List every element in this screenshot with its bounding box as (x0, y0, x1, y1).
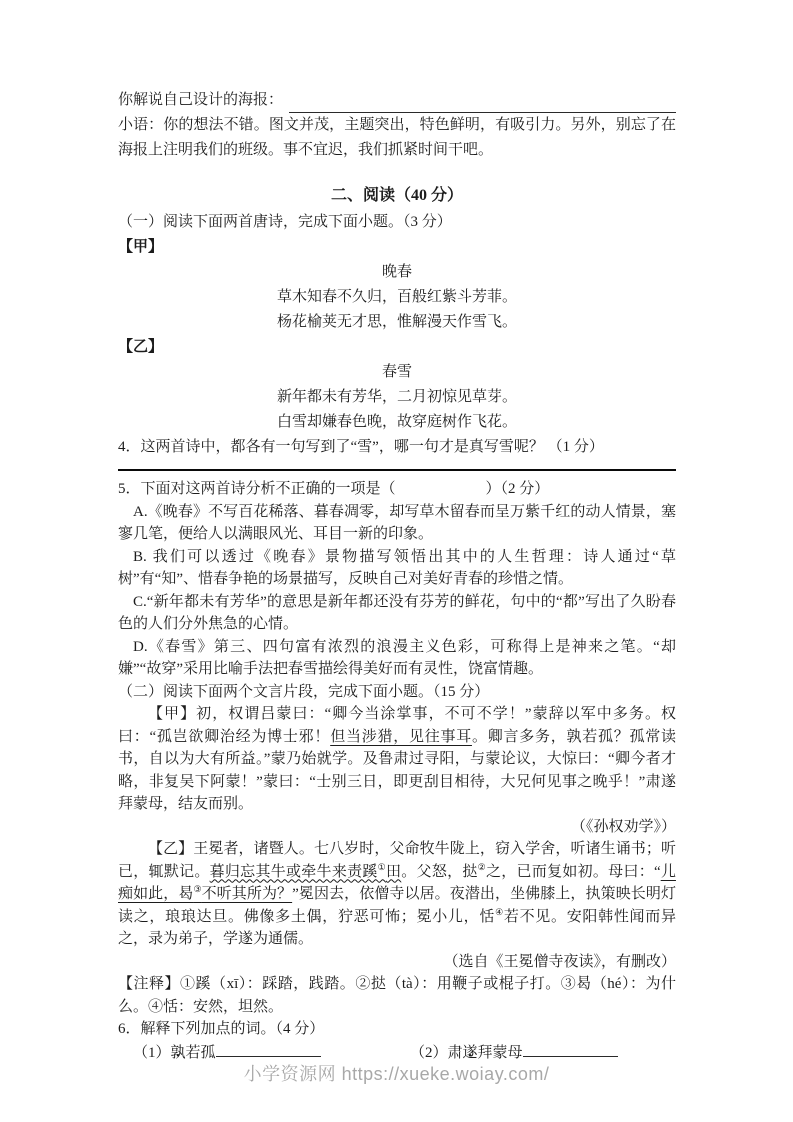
lower-section (118, 478, 676, 1064)
question-5-option-a: A.《晚春》不写百花稀落、暮春凋零，却写草木留春而呈万紫千红的动人情景，塞寥几笔，便给人以满眼风光、耳目一新的印象。 (118, 503, 676, 542)
yi-text: 。父怒，挞 (401, 863, 478, 880)
site-watermark[interactable]: 小学资源网 https://xueke.woiay.com/ (243, 1064, 550, 1084)
question-5-stem: 5．下面对这两首诗分析不正确的一项是（ ）（2 分） (118, 481, 550, 497)
yi-wavy-b: 田 (386, 863, 402, 880)
part2-intro: （二）阅读下面两个文言片段，完成下面小题。（15 分） (118, 683, 490, 700)
question-4: 4．这两首诗中，都各有一句写到了“雪”，哪一句才是真写雪呢？ （1 分） (118, 439, 604, 455)
note-ref-3: ③ (193, 884, 202, 894)
yi-ul-a: 儿痴如此，曷 (118, 863, 676, 902)
q6-item2-dotted-word: 遂 • (463, 1045, 478, 1061)
q6-item2-text: 拜蒙母 (477, 1044, 523, 1061)
yi-text: 若不见。安阳韩性闻而异之，录为弟子，学遂为通儒。 (118, 908, 676, 947)
section-divider (118, 469, 676, 471)
poem-jia-line1: 草木知春不久归，百般红紫斗芳菲。 (276, 289, 517, 305)
poem-jia-title: 晚春 (381, 264, 412, 280)
yi-source: （选自《王冕僧寺夜读》，有删改） (443, 953, 676, 970)
q6-item1-text: 若孤 (185, 1044, 216, 1061)
part1-intro: （一）阅读下面两首唐诗，完成下面小题。（3 分） (118, 214, 452, 230)
q6-item1-dotted-word: 孰 • (171, 1045, 186, 1061)
poem-yi-line1: 新年都未有芳华，二月初惊见草芽。 (276, 389, 517, 405)
yi-text: ”冕因去，依僧寺以居。夜潜出，坐佛膝上，执策映长明灯读之，琅琅达旦。佛像多土偶，狞恶可怖；冕小儿，恬 (118, 886, 676, 925)
passage-label-jia: 【甲】 (118, 239, 164, 255)
poster-answer-blank[interactable] (289, 96, 676, 113)
poem-jia-line2: 杨花榆荚无才思，惟解漫天作雪飞。 (276, 314, 517, 330)
yi-ul-b: 不听其所为？ (201, 886, 293, 902)
question-5-option-d: D.《春雪》第三、四句富有浓烈的浪漫主义色彩，可称得上是神来之笔。“却嫌”“故穿”采用比喻手法把春雪描绘得美好而有灵性，饶富情趣。 (118, 638, 676, 677)
q6-item2-answer-blank[interactable] (523, 1041, 618, 1057)
yi-text: 【乙】王冕者，诸暨人。七八岁时，父命牧牛陇上，窃入学舍，听诸生诵书；听已，辄默记。 (118, 841, 676, 880)
classical-passage-yi (118, 838, 676, 951)
question-5-option-b: B. 我们可以透过《晚春》景物描写领悟出其中的人生哲理：诗人通过“草树”有“知”、惜春争艳的场景描写，反映自己对美好青春的珍惜之情。 (118, 548, 676, 587)
jia-source: （《孙权劝学》） (570, 818, 676, 835)
jia-text: 。卿言多务，孰若孤？孤常读书，自以为大有所益。”蒙乃始就学。及鲁肃过寻阳，与蒙论议，大惊曰：“卿今者才略，非复吴下阿蒙！”蒙曰：“士别三日，即更刮目相待，大兄何见事之晚乎！”肃遂拜蒙母，结友而别。 (118, 728, 676, 812)
q6-item1-number: （1） (133, 1044, 171, 1061)
notes: 【注释】①蹊（xī）：踩踏，践踏。②挞（tà）：用鞭子或棍子打。③曷（hé）：为什么。④恬：安然，坦然。 (118, 976, 676, 1015)
question-5-option-c: C.“新年都未有芳华”的意思是新年都还没有芬芳的鲜花，句中的“都”写出了久盼春色的人们分外焦急的心情。 (118, 593, 676, 632)
yi-wavy-underlined-text (209, 861, 402, 880)
question-6-stem: 6．解释下列加点的词。（4 分） (118, 1021, 325, 1037)
yi-text: 之，已而复如初。母曰：“ (486, 863, 661, 880)
poem-yi-line2: 白雪却嫌春色晚，故穿庭树作飞花。 (276, 414, 517, 430)
note-ref-2: ② (477, 861, 486, 872)
poem-yi-title: 春雪 (381, 364, 412, 380)
jia-text: 【甲】初，权谓吕蒙曰：“卿今当涂掌事，不可不学！”蒙辞以军中多务。权曰：“孤岂欲卿治经为博士邪！ (118, 706, 676, 745)
q6-item1-answer-blank[interactable] (216, 1041, 321, 1057)
section-heading: 二、阅读（40 分） (330, 187, 463, 204)
poster-prompt-label: 你解说自己设计的海报： (118, 92, 284, 108)
jia-underlined-text: 但当涉猎，见往事耳 (330, 728, 472, 745)
classical-passage-jia (118, 703, 676, 816)
poster-prompt-line (118, 88, 676, 113)
passage-label-yi: 【乙】 (118, 339, 164, 355)
xiaoyu-reply: 小语：你的想法不错。图文并茂，主题突出，特色鲜明，有吸引力。另外，别忘了在海报上注明我们的班级。事不宜迟，我们抓紧时间干吧。 (118, 117, 676, 158)
note-ref-1: ① (377, 861, 386, 872)
yi-wavy-a: 暮归忘其牛或牵牛来责蹊 (209, 863, 378, 880)
exam-content (118, 88, 676, 1064)
q6-item2-number: （2）肃 (410, 1044, 463, 1061)
question-6-item-2 (410, 1045, 618, 1061)
note-ref-4: ④ (495, 906, 504, 917)
